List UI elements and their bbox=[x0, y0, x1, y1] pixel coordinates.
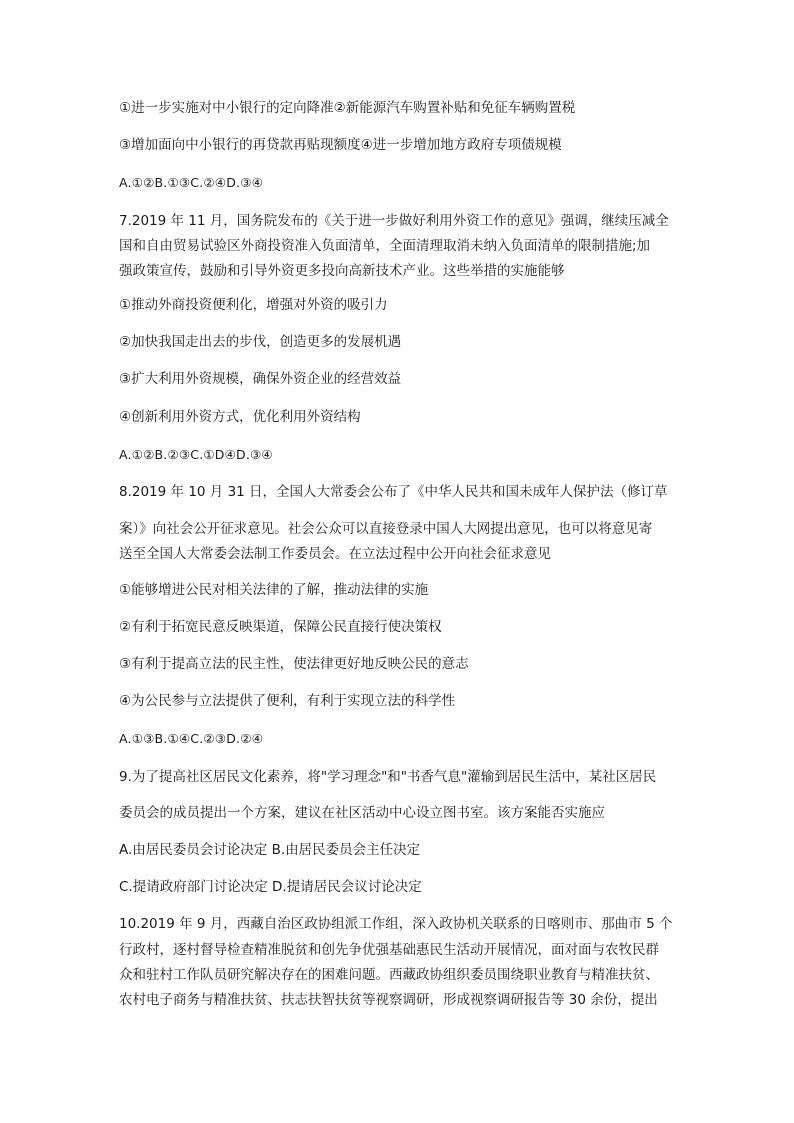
q9-stem-line-2: 委员会的成员提出一个方案，建议在社区活动中心设立图书室。该方案能否实施应 bbox=[119, 805, 605, 821]
q10-stem-line-4: 农村电子商务与精准扶贫、扶志扶智扶贫等视察调研，形成视察调研报告等 30 余份，提出 bbox=[119, 992, 658, 1008]
q10-stem-line-3: 众和驻村工作队员研究解决存在的困难问题。西藏政协组织委员围绕职业教育与精准扶贫、 bbox=[119, 967, 659, 983]
q6-answer-choices: A.①②B.①③C.②④D.③④ bbox=[119, 175, 264, 190]
q8-option-1: ①能够增进公民对相关法律的了解，推动法律的实施 bbox=[119, 582, 429, 598]
q9-stem-line-1: 9.为了提高社区居民文化素养，将"学习理念"和"书香气息"灌输到居民生活中，某社区居民 bbox=[119, 769, 657, 785]
q8-stem-line-3: 送至全国人大常委会法制工作委员会。在立法过程中公开向社会征求意见 bbox=[119, 546, 551, 562]
q7-answer-choices: A.①②B.②③C.①D④D.③④ bbox=[119, 447, 273, 462]
q9-options-c-d: C.提请政府部门讨论决定 D.提请居民会议讨论决定 bbox=[119, 879, 422, 895]
q8-stem-line-1: 8.2019 年 10 月 31 日，全国人大常委会公布了《中华人民共和国未成年人保护法（修订草 bbox=[119, 484, 668, 500]
q9-options-a-b: A.由居民委员会讨论决定 B.由居民委员会主任决定 bbox=[119, 842, 421, 858]
q7-option-2: ②加快我国走出去的步伐，创造更多的发展机遇 bbox=[119, 334, 402, 350]
q7-option-1: ①推动外商投资便利化，增强对外资的吸引力 bbox=[119, 297, 388, 313]
q7-option-3: ③扩大利用外资规模，确保外资企业的经营效益 bbox=[119, 371, 402, 387]
q8-option-3: ③有利于提高立法的民主性，使法律更好地反映公民的意志 bbox=[119, 656, 469, 672]
q10-stem-line-1: 10.2019 年 9 月，西藏自治区政协组派工作组，深入政协机关联系的日喀则市、那曲市 5 个 bbox=[119, 916, 673, 932]
q8-option-4: ④为公民参与立法提供了便利，有利于实现立法的科学性 bbox=[119, 693, 456, 709]
q7-stem-line-1: 7.2019 年 11 月，国务院发布的《关于进一步做好利用外资工作的意见》强调，继续压减全 bbox=[119, 213, 669, 229]
q7-stem-line-3: 强政策宣传，鼓励和引导外资更多投向高新技术产业。这些举措的实施能够 bbox=[119, 263, 565, 279]
q10-stem-line-2: 行政村，逐村督导检查精准脱贫和创先争优强基础惠民生活动开展情况，面对面与农牧民群 bbox=[119, 942, 659, 958]
q7-option-4: ④创新利用外资方式，优化利用外资结构 bbox=[119, 409, 361, 425]
q8-option-2: ②有利于拓宽民意反映渠道，保障公民直接行使决策权 bbox=[119, 619, 442, 635]
q8-answer-choices: A.①③B.①④C.②③D.②④ bbox=[119, 731, 264, 746]
q8-stem-line-2: 案）》向社会公开征求意见。社会公众可以直接登录中国人大网提出意见，也可以将意见寄 bbox=[119, 521, 653, 537]
q6-option-1-2: ①进一步实施对中小银行的定向降准②新能源汽车购置补贴和免征车辆购置税 bbox=[119, 100, 576, 116]
q6-option-3-4: ③增加面向中小银行的再贷款再贴现额度④进一步增加地方政府专项债规模 bbox=[119, 137, 562, 153]
q7-stem-line-2: 国和自由贸易试验区外商投资准入负面清单，全面清理取消未纳入负面清单的限制措施;加 bbox=[119, 238, 651, 254]
